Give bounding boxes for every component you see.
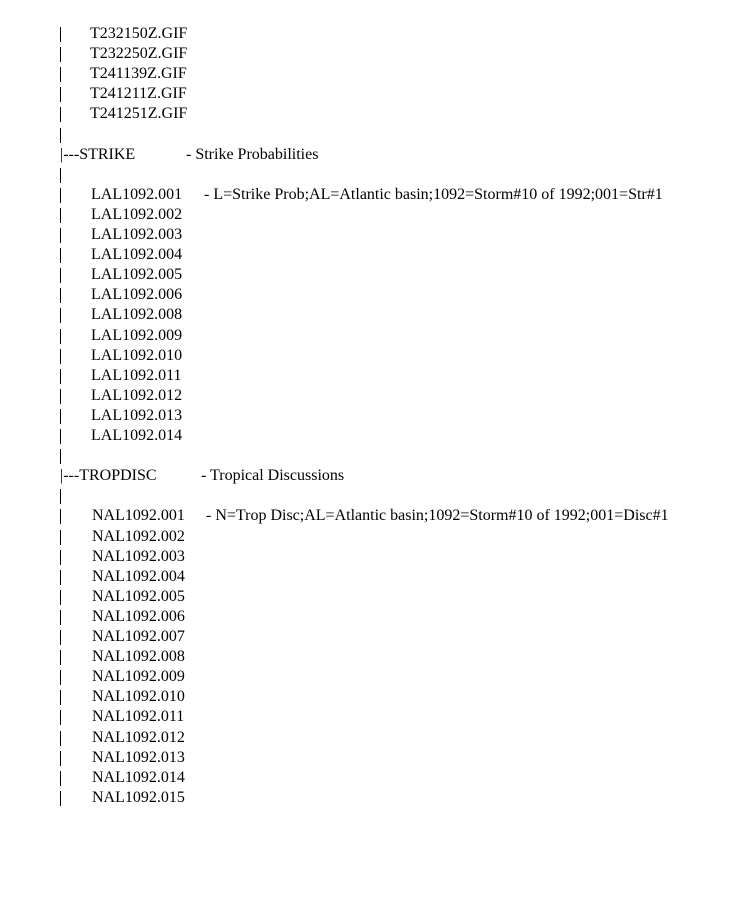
tree-line <box>60 208 61 223</box>
file-name: T232250Z.GIF <box>90 45 188 63</box>
file-name: LAL1092.004 <box>91 246 183 264</box>
file-item <box>0 44 749 64</box>
tree-line <box>60 489 61 504</box>
file-item <box>0 305 749 325</box>
folder-name: |---STRIKE <box>60 145 136 163</box>
file-item <box>0 788 749 808</box>
tree-line <box>60 67 61 82</box>
tree-line <box>60 590 61 605</box>
file-item <box>0 285 749 305</box>
file-item <box>0 426 749 446</box>
file-name: LAL1092.003 <box>91 226 183 243</box>
file-name: T241211Z.GIF <box>90 85 187 103</box>
tree-line <box>60 107 61 122</box>
file-name: NAL1092.008 <box>92 648 185 666</box>
file-item <box>0 607 749 627</box>
folder-name: |---TROPDISC <box>60 467 157 485</box>
tree-line <box>60 308 61 323</box>
file-name: LAL1092.002 <box>91 205 183 223</box>
tree-line <box>60 128 61 143</box>
tree-line <box>60 610 61 625</box>
file-name: NAL1092.012 <box>92 728 185 746</box>
tree-line <box>60 630 61 645</box>
tree-line <box>60 731 61 746</box>
tree-line <box>60 650 61 665</box>
file-item <box>0 346 749 366</box>
file-name: NAL1092.015 <box>92 788 185 806</box>
file-item <box>0 386 749 406</box>
file-item <box>0 768 749 788</box>
file-name: NAL1092.004 <box>92 567 185 585</box>
file-item <box>0 687 749 707</box>
file-item <box>0 326 749 346</box>
file-item <box>0 506 749 526</box>
tree-line <box>60 329 61 344</box>
file-name: T241251Z.GIF <box>90 105 188 123</box>
file-name: LAL1092.011 <box>91 366 182 384</box>
tree-line <box>60 550 61 565</box>
file-name: LAL1092.012 <box>91 386 183 404</box>
tree-line <box>60 710 61 725</box>
file-name: NAL1092.009 <box>92 668 185 686</box>
file-name: NAL1092.001 <box>92 507 185 525</box>
tree-spacer <box>0 125 749 145</box>
tree-line <box>60 771 61 786</box>
file-name: NAL1092.013 <box>92 748 185 766</box>
file-item <box>0 587 749 607</box>
tree-line <box>60 248 61 263</box>
tree-line <box>60 228 61 243</box>
file-name: LAL1092.009 <box>91 326 183 344</box>
tree-spacer <box>0 446 749 466</box>
file-item <box>0 728 749 748</box>
tree-line <box>60 369 61 384</box>
file-item <box>0 265 749 285</box>
tree-spacer <box>0 165 749 185</box>
file-item <box>0 647 749 667</box>
file-name: NAL1092.003 <box>92 547 185 565</box>
tree-line <box>60 168 61 183</box>
tree-line <box>60 509 61 524</box>
file-name: LAL1092.008 <box>91 306 183 324</box>
file-name: LAL1092.014 <box>91 427 183 444</box>
file-note: - N=Trop Disc;AL=Atlantic basin;1092=Storm#10 of 1992;001=Disc#1 <box>206 507 669 525</box>
file-name: LAL1092.010 <box>91 346 183 364</box>
tree-line <box>60 87 61 102</box>
file-item <box>0 366 749 386</box>
file-item <box>0 748 749 768</box>
file-item <box>0 406 749 426</box>
folder-strike <box>0 145 749 165</box>
file-name: NAL1092.014 <box>92 768 185 786</box>
file-name: LAL1092.013 <box>91 406 183 424</box>
file-name: NAL1092.011 <box>92 708 185 726</box>
tree-line <box>60 188 61 203</box>
file-item <box>0 627 749 647</box>
tree-line <box>60 47 61 62</box>
tree-line <box>60 349 61 364</box>
file-item <box>0 707 749 727</box>
file-note: - L=Strike Prob;AL=Atlantic basin;1092=Storm#10 of 1992;001=Str#1 <box>204 185 663 203</box>
folder-description: - Tropical Discussions <box>201 467 345 485</box>
file-item <box>0 547 749 567</box>
tree-line <box>60 449 61 464</box>
file-name: T232150Z.GIF <box>90 25 188 42</box>
folder-tropdisc <box>0 466 749 486</box>
file-item <box>0 245 749 265</box>
file-item <box>0 24 749 44</box>
tree-line <box>60 389 61 404</box>
folder-description: - Strike Probabilities <box>186 145 319 163</box>
file-name: LAL1092.005 <box>91 266 183 284</box>
tree-line <box>60 409 61 424</box>
file-item <box>0 225 749 245</box>
tree-line <box>60 27 61 42</box>
tree-line <box>60 791 61 806</box>
tree-line <box>60 570 61 585</box>
tree-line <box>60 751 61 766</box>
file-name: NAL1092.002 <box>92 527 185 545</box>
file-name: NAL1092.010 <box>92 688 185 706</box>
file-item <box>0 64 749 84</box>
file-name: NAL1092.006 <box>92 607 185 625</box>
tree-line <box>60 268 61 283</box>
file-item <box>0 185 749 205</box>
file-item <box>0 567 749 587</box>
file-name: NAL1092.005 <box>92 587 185 605</box>
tree-line <box>60 530 61 545</box>
file-name: LAL1092.006 <box>91 286 183 304</box>
file-item <box>0 104 749 124</box>
file-item <box>0 205 749 225</box>
tree-line <box>60 690 61 705</box>
file-item <box>0 84 749 104</box>
tree-line <box>60 670 61 685</box>
file-item <box>0 667 749 687</box>
file-name: NAL1092.007 <box>92 628 185 645</box>
file-item <box>0 527 749 547</box>
tree-line <box>60 429 61 444</box>
file-name: T241139Z.GIF <box>90 65 187 83</box>
file-name: LAL1092.001 <box>91 185 183 203</box>
tree-spacer <box>0 486 749 506</box>
tree-line <box>60 288 61 303</box>
